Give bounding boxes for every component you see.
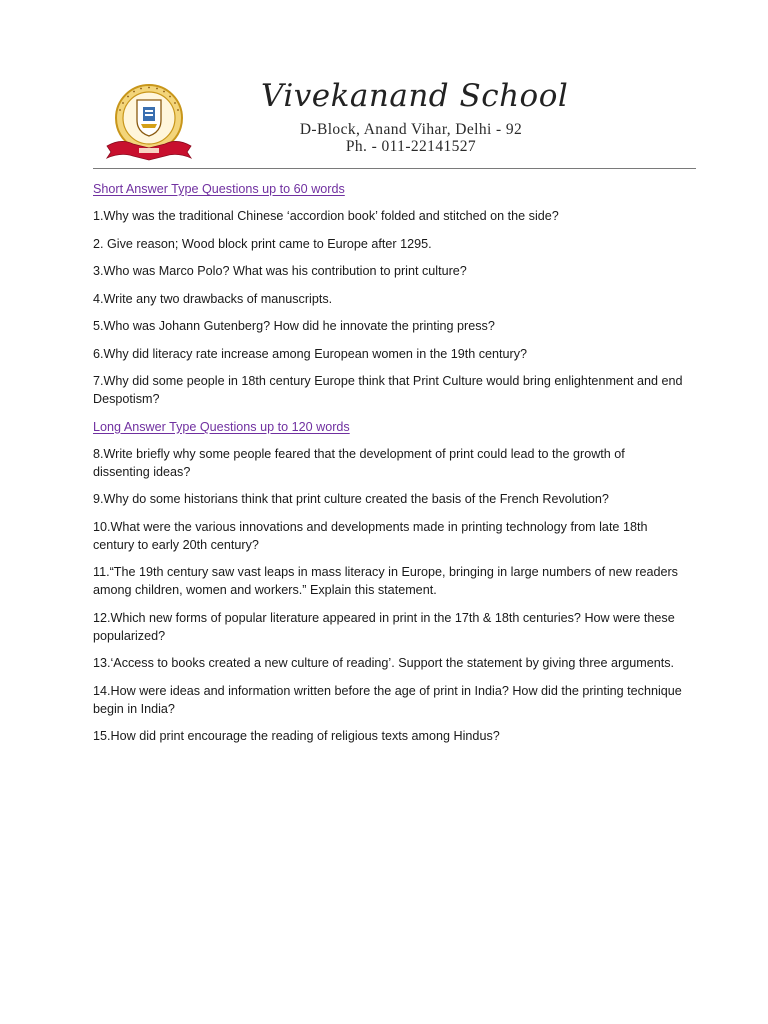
question-item: 6.Why did literacy rate increase among European women in the 19th century? [93, 346, 528, 361]
section-heading-short-answer: Short Answer Type Questions up to 60 words [93, 182, 345, 196]
question-item: 11.“The 19th century saw vast leaps in mass literacy in Europe, bringing in large numbers of new readers among children, women and workers.” Explain this statement. [93, 565, 678, 597]
short-answer-question-list [93, 207, 683, 408]
question-item: 12.Which new forms of popular literature appeared in print in the 17th & 18th centuries? How were these popularized? [93, 610, 675, 643]
long-answer-question-list [93, 445, 683, 746]
school-crest-logo [103, 80, 195, 168]
question-item: 13.‘Access to books created a new culture of reading’. Support the statement by giving three arguments. [93, 656, 675, 670]
school-name: Vivekanand School [261, 78, 569, 114]
section-heading-long-answer: Long Answer Type Questions up to 120 words [93, 419, 350, 434]
question-item: 2. Give reason; Wood block print came to Europe after 1295. [93, 236, 432, 251]
question-item: 10.What were the various innovations and developments made in printing technology from late 18th century to early 20th century? [93, 519, 648, 552]
question-item: 3.Who was Marco Polo? What was his contribution to print culture? [93, 264, 467, 278]
question-item: 7.Why did some people in 18th century Europe think that Print Culture would bring enlightenment and end Despotism? [93, 374, 683, 406]
question-item: 14.How were ideas and information written before the age of print in India? How did the printing technique begin in India? [93, 683, 682, 716]
letterhead [93, 76, 696, 168]
question-item: 1.Why was the traditional Chinese ‘accordion book’ folded and stitched on the side? [93, 209, 559, 223]
question-item: 9.Why do some historians think that print culture created the basis of the French Revolution? [93, 492, 609, 506]
question-item: 4.Write any two drawbacks of manuscripts. [93, 291, 333, 306]
question-content [93, 180, 683, 755]
school-phone: Ph. - 011-22141527 [345, 138, 477, 155]
school-address: D-Block, Anand Vihar, Delhi - 92 [299, 121, 523, 138]
question-item: 15.How did print encourage the reading of religious texts among Hindus? [93, 729, 500, 743]
question-item: 8.Write briefly why some people feared that the development of print could lead to the growth of dissenting ideas? [93, 446, 625, 479]
question-item: 5.Who was Johann Gutenberg? How did he innovate the printing press? [93, 319, 495, 333]
header-divider [93, 168, 696, 169]
